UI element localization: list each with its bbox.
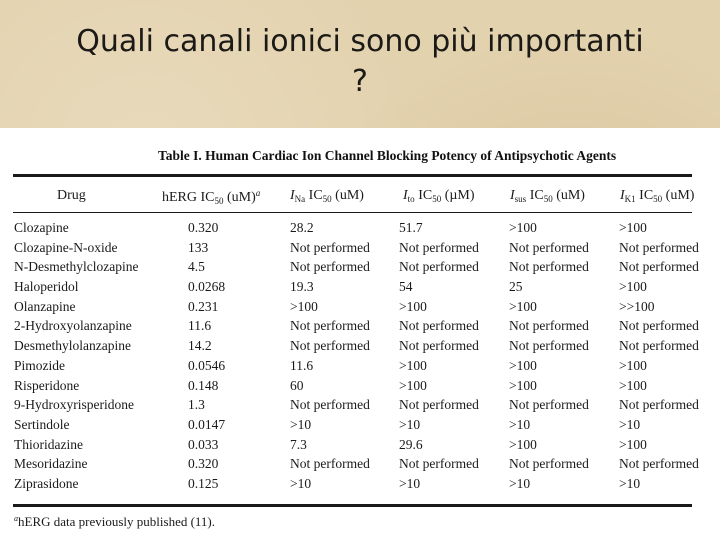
cell-ito: Not performed [399, 397, 479, 413]
cell-ina: >100 [290, 298, 318, 314]
slide-title-line-2: ? [352, 64, 368, 99]
table-header-rule [13, 212, 692, 213]
cell-isus: 25 [509, 279, 523, 295]
cell-ito: Not performed [399, 456, 479, 472]
table-row [0, 240, 720, 260]
cell-ito: 29.6 [399, 436, 423, 452]
header-isus [510, 188, 585, 204]
cell-isus: Not performed [509, 239, 589, 255]
cell-isus: >100 [509, 377, 537, 393]
header-ito-sub: to [407, 194, 415, 204]
table-top-rule [13, 174, 692, 177]
cell-herg: 11.6 [188, 318, 212, 334]
header-herg-unit: (uM) [223, 190, 256, 205]
cell-herg: 4.5 [188, 259, 205, 275]
cell-ik1: >10 [619, 475, 641, 491]
table-row [0, 397, 720, 417]
table-row [0, 437, 720, 457]
cell-ito: Not performed [399, 338, 479, 354]
table-image-panel [0, 128, 720, 540]
table-body [0, 220, 720, 496]
cell-ito: >10 [399, 416, 421, 432]
header-ina-i: I [290, 188, 295, 203]
cell-ina: >10 [290, 475, 312, 491]
header-herg [162, 188, 260, 206]
table-footnote [14, 514, 215, 530]
cell-drug: 9-Hydroxyrisperidone [14, 397, 134, 413]
cell-ina: Not performed [290, 318, 370, 334]
cell-drug: Mesoridazine [14, 456, 88, 472]
cell-ina: 28.2 [290, 220, 314, 235]
cell-herg: 0.0546 [188, 357, 226, 373]
header-herg-sub: 50 [214, 196, 224, 206]
cell-drug: Clozapine-N-oxide [14, 239, 118, 255]
cell-ito: >100 [399, 298, 427, 314]
cell-ina: Not performed [290, 456, 370, 472]
header-ina-sub: Na [294, 194, 306, 204]
cell-ito: Not performed [399, 239, 479, 255]
cell-drug: Desmethylolanzapine [14, 338, 131, 354]
cell-isus: Not performed [509, 456, 589, 472]
cell-ik1: Not performed [619, 318, 699, 334]
cell-herg: 0.320 [188, 456, 219, 472]
table-row [0, 456, 720, 476]
cell-ina: Not performed [290, 397, 370, 413]
table-row [0, 299, 720, 319]
cell-isus: >100 [509, 220, 537, 235]
cell-ik1: >100 [619, 377, 647, 393]
cell-ik1: Not performed [619, 397, 699, 413]
cell-isus: >100 [509, 298, 537, 314]
cell-ito: >100 [399, 377, 427, 393]
cell-herg: 0.0268 [188, 279, 226, 295]
slide-title-line-1: Quali canali ionici sono più importanti [76, 24, 644, 59]
cell-drug: Pimozide [14, 357, 65, 373]
header-isus-unit: (uM) [552, 188, 585, 203]
header-herg-sup: a [255, 188, 261, 198]
table-caption: Table I. Human Cardiac Ion Channel Blocking Potency of Antipsychotic Agents [158, 148, 617, 163]
table-row [0, 358, 720, 378]
header-ito [403, 188, 475, 204]
cell-herg: 133 [188, 239, 209, 255]
cell-herg: 0.231 [188, 298, 219, 314]
cell-isus: >100 [509, 436, 537, 452]
table-row [0, 476, 720, 496]
header-herg-text: hERG IC [162, 190, 215, 205]
cell-ito: >100 [399, 357, 427, 373]
table-row [0, 417, 720, 437]
cell-ik1: Not performed [619, 239, 699, 255]
cell-drug: Thioridazine [14, 436, 83, 452]
header-isus-sub2: 50 [543, 194, 553, 204]
cell-drug: Sertindole [14, 416, 70, 432]
cell-isus: >10 [509, 475, 531, 491]
footnote-marker: a [14, 514, 18, 523]
cell-drug: Clozapine [14, 220, 69, 235]
cell-isus: Not performed [509, 338, 589, 354]
table-row [0, 318, 720, 338]
cell-ina: 7.3 [290, 436, 307, 452]
cell-isus: Not performed [509, 397, 589, 413]
header-isus-sub: sus [514, 194, 527, 204]
cell-ik1: Not performed [619, 338, 699, 354]
table-row [0, 259, 720, 279]
cell-herg: 0.033 [188, 436, 219, 452]
cell-ina: 11.6 [290, 357, 314, 373]
header-ik1-ic: IC [635, 188, 654, 203]
cell-ito: 51.7 [399, 220, 423, 235]
cell-ik1: >100 [619, 436, 647, 452]
cell-ik1: Not performed [619, 259, 699, 275]
header-ina [290, 188, 364, 204]
cell-isus: Not performed [509, 318, 589, 334]
cell-ina: Not performed [290, 239, 370, 255]
cell-ik1: Not performed [619, 456, 699, 472]
cell-drug: 2-Hydroxyolanzapine [14, 318, 132, 334]
cell-isus: >100 [509, 357, 537, 373]
table-row [0, 378, 720, 398]
table-row [0, 279, 720, 299]
header-drug: Drug [57, 188, 86, 203]
header-isus-ic: IC [526, 188, 544, 203]
slide-title [0, 22, 720, 102]
header-isus-i: I [510, 188, 515, 203]
cell-herg: 0.0147 [188, 416, 226, 432]
table-row [0, 338, 720, 358]
header-ik1 [620, 188, 694, 204]
cell-herg: 0.320 [188, 220, 219, 235]
header-ito-i: I [403, 188, 408, 203]
cell-ik1: >100 [619, 279, 647, 295]
cell-ito: Not performed [399, 259, 479, 275]
table-row [0, 220, 720, 240]
cell-ik1: >100 [619, 357, 647, 373]
cell-isus: Not performed [509, 259, 589, 275]
cell-drug: Haloperidol [14, 279, 79, 295]
cell-ina: >10 [290, 416, 312, 432]
cell-ina: Not performed [290, 259, 370, 275]
header-ina-sub2: 50 [322, 194, 332, 204]
cell-herg: 14.2 [188, 338, 212, 354]
header-ina-unit: (uM) [331, 188, 364, 203]
cell-ik1: >>100 [619, 298, 655, 314]
header-ik1-i: I [620, 188, 625, 203]
cell-drug: Risperidone [14, 377, 80, 393]
cell-ina: Not performed [290, 338, 370, 354]
footnote-text: hERG data previously published (11). [18, 514, 216, 529]
cell-ito: Not performed [399, 318, 479, 334]
header-ito-unit: (µM) [441, 188, 475, 203]
header-ito-sub2: 50 [432, 194, 442, 204]
cell-ik1: >10 [619, 416, 641, 432]
cell-drug: Ziprasidone [14, 475, 79, 491]
header-ik1-unit: (uM) [662, 188, 695, 203]
cell-ina: 60 [290, 377, 304, 393]
header-ik1-sub2: 50 [653, 194, 663, 204]
cell-herg: 1.3 [188, 397, 205, 413]
cell-ito: 54 [399, 279, 413, 295]
cell-drug: Olanzapine [14, 298, 76, 314]
header-ito-ic: IC [414, 188, 433, 203]
cell-ik1: >100 [619, 220, 647, 235]
cell-herg: 0.148 [188, 377, 219, 393]
cell-ito: >10 [399, 475, 421, 491]
cell-ina: 19.3 [290, 279, 314, 295]
header-ina-ic: IC [305, 188, 323, 203]
cell-drug: N-Desmethylclozapine [14, 259, 139, 275]
cell-isus: >10 [509, 416, 531, 432]
header-ik1-sub: K1 [624, 194, 636, 204]
table-bottom-rule [13, 504, 692, 507]
cell-herg: 0.125 [188, 475, 219, 491]
